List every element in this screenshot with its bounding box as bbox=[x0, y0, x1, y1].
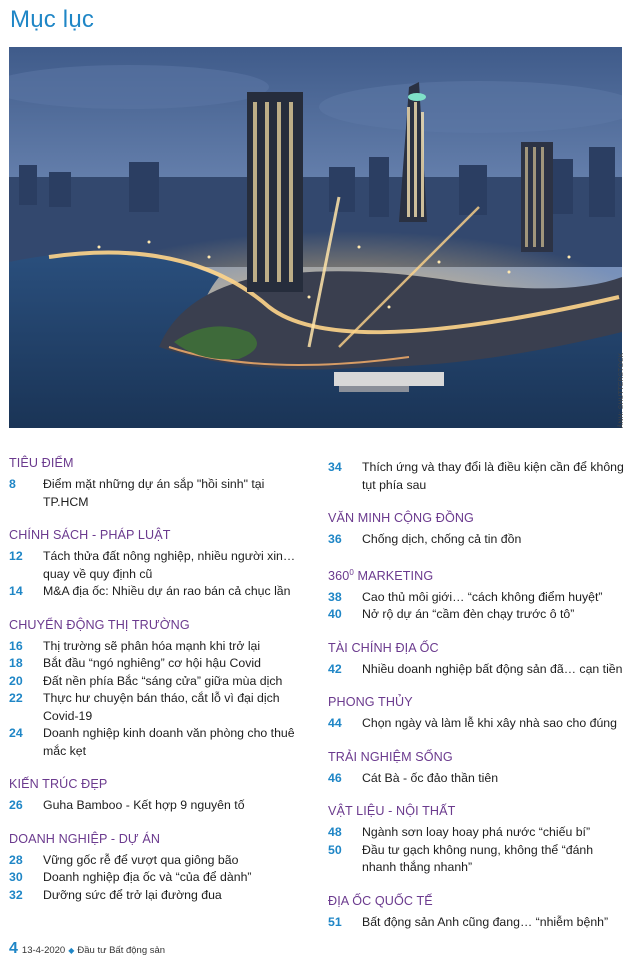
entry-title: Guha Bamboo - Kết hợp 9 nguyên tố bbox=[43, 798, 245, 812]
section-title: TRẢI NGHIỆM SỐNG bbox=[328, 749, 453, 764]
entry-page-number: 28 bbox=[9, 852, 23, 867]
section-title: CHÍNH SÁCH - PHÁP LUẬT bbox=[9, 528, 171, 542]
toc-entry[interactable] bbox=[328, 531, 628, 549]
entry-page-number: 8 bbox=[9, 477, 16, 491]
toc-section bbox=[9, 831, 309, 905]
toc-entry[interactable] bbox=[328, 606, 628, 624]
entry-page-number: 20 bbox=[9, 673, 23, 688]
entry-page-number: 40 bbox=[328, 607, 342, 622]
diamond-separator-icon: ◆ bbox=[68, 946, 75, 955]
toc-section bbox=[328, 640, 628, 679]
toc-entry[interactable] bbox=[9, 725, 309, 760]
entry-page-number: 26 bbox=[9, 798, 23, 812]
entry-page-number: 24 bbox=[9, 726, 23, 740]
entry-page-number: 46 bbox=[328, 770, 342, 785]
toc-entry[interactable] bbox=[328, 459, 628, 494]
entry-page-number: 22 bbox=[9, 691, 23, 705]
entry-page-number: 51 bbox=[328, 914, 342, 929]
toc-left-column bbox=[9, 455, 309, 920]
entry-title: Thị trường sẽ phân hóa mạnh khi trở lại bbox=[43, 638, 261, 653]
toc-entry[interactable] bbox=[9, 673, 309, 691]
page-title: Mục lục bbox=[10, 6, 95, 33]
toc-section bbox=[328, 565, 628, 624]
section-title: TÀI CHÍNH ĐỊA ỐC bbox=[328, 640, 439, 655]
entry-title: Doanh nghiệp kinh doanh văn phòng cho thuê mắc kẹt bbox=[43, 726, 295, 758]
entry-page-number: 18 bbox=[9, 656, 23, 670]
toc-section bbox=[328, 803, 628, 877]
section-title bbox=[328, 565, 628, 584]
entry-title: Dưỡng sức để trở lại đường đua bbox=[43, 887, 222, 902]
section-title-number: 360 bbox=[328, 568, 350, 583]
section-title-superscript: 0 bbox=[349, 567, 354, 577]
entry-page-number: 12 bbox=[9, 549, 23, 563]
toc-section bbox=[9, 527, 309, 601]
entry-page-number: 36 bbox=[328, 532, 342, 546]
entry-title: Cao thủ môi giới… “cách không điểm huyệt” bbox=[362, 589, 603, 604]
section-title: VẬT LIỆU - NỘI THẤT bbox=[328, 804, 456, 819]
photo-credit: ẢNH: SHUTTERSTOCK bbox=[618, 352, 625, 428]
toc-section bbox=[328, 459, 628, 494]
entry-page-number: 32 bbox=[9, 887, 23, 902]
entry-page-number: 34 bbox=[328, 460, 342, 474]
toc-section bbox=[328, 749, 628, 788]
entry-title: Cát Bà - ốc đảo thần tiên bbox=[362, 770, 499, 785]
entry-title: Đất nền phía Bắc “sáng cửa” giữa mùa dịch bbox=[43, 673, 283, 688]
entry-title: M&A địa ốc: Nhiều dự án rao bán cả chục lần bbox=[43, 584, 291, 598]
city-night-photo bbox=[9, 47, 622, 428]
section-title: DOANH NGHIỆP - DỰ ÁN bbox=[9, 831, 161, 846]
entry-title: Chống dịch, chống cả tin đồn bbox=[362, 532, 522, 546]
toc-entry[interactable] bbox=[328, 589, 628, 607]
toc-entry[interactable] bbox=[9, 690, 309, 725]
toc-entry[interactable] bbox=[9, 548, 309, 583]
entry-title: Thích ứng và thay đổi là điều kiện cần để không tụt phía sau bbox=[362, 460, 624, 492]
toc-section bbox=[9, 776, 309, 815]
entry-page-number: 16 bbox=[9, 638, 23, 653]
section-title: CHUYỂN ĐỘNG THỊ TRƯỜNG bbox=[9, 617, 190, 632]
toc-section bbox=[328, 694, 628, 733]
section-title: TIÊU ĐIỂM bbox=[9, 456, 74, 470]
entry-page-number: 14 bbox=[9, 584, 23, 598]
toc-entry[interactable] bbox=[328, 842, 628, 877]
toc-entry[interactable] bbox=[9, 887, 309, 905]
entry-title: Bất động sản Anh cũng đang… “nhiễm bệnh” bbox=[362, 914, 609, 929]
entry-page-number: 42 bbox=[328, 661, 342, 676]
toc-right-column bbox=[328, 459, 628, 947]
entry-title: Thực hư chuyện bán tháo, cắt lỗ vì đại dịch Covid-19 bbox=[43, 691, 280, 723]
entry-title: Bắt đầu “ngó nghiêng” cơ hội hậu Covid bbox=[43, 656, 261, 670]
toc-section bbox=[328, 510, 628, 549]
toc-entry[interactable] bbox=[9, 797, 309, 815]
entry-title: Nhiều doanh nghiệp bất động sản đã… cạn tiền bbox=[362, 661, 623, 676]
section-title: ĐỊA ỐC QUỐC TẾ bbox=[328, 893, 433, 908]
toc-entry[interactable] bbox=[328, 715, 628, 733]
toc-section bbox=[328, 893, 628, 932]
entry-page-number: 50 bbox=[328, 842, 342, 857]
entry-title: Tách thửa đất nông nghiệp, nhiều người xin… quay về quy định cũ bbox=[43, 549, 296, 581]
toc-entry[interactable] bbox=[9, 852, 309, 870]
entry-title: Điểm mặt những dự án sắp "hồi sinh" tại TP.HCM bbox=[43, 477, 265, 509]
entry-page-number: 48 bbox=[328, 825, 342, 840]
section-title-suffix: MARKETING bbox=[353, 568, 434, 583]
section-title: KIẾN TRÚC ĐẸP bbox=[9, 777, 108, 791]
section-title: VĂN MINH CỘNG ĐỒNG bbox=[328, 511, 474, 525]
entry-title: Ngành sơn loay hoay phá nước “chiếu bí” bbox=[362, 825, 591, 840]
footer-date: 13-4-2020 bbox=[21, 945, 66, 956]
footer-page-number: 4 bbox=[9, 940, 18, 957]
entry-title: Vững gốc rễ để vượt qua giông bão bbox=[43, 852, 239, 867]
entry-page-number: 44 bbox=[328, 716, 342, 731]
entry-title: Chọn ngày và làm lễ khi xây nhà sao cho đúng bbox=[362, 716, 617, 731]
page-footer bbox=[9, 940, 165, 958]
toc-entry[interactable] bbox=[9, 638, 309, 656]
toc-entry[interactable] bbox=[328, 914, 628, 932]
toc-section bbox=[9, 455, 309, 511]
toc-entry[interactable] bbox=[9, 476, 309, 511]
toc-entry[interactable] bbox=[9, 583, 309, 601]
toc-entry[interactable] bbox=[328, 770, 628, 788]
entry-page-number: 38 bbox=[328, 589, 342, 604]
entry-title: Đầu tư gạch không nung, không thể “đánh nhanh thắng nhanh” bbox=[362, 842, 594, 875]
toc-entry[interactable] bbox=[9, 655, 309, 673]
toc-section bbox=[9, 617, 309, 761]
entry-page-number: 30 bbox=[9, 870, 23, 884]
toc-entry[interactable] bbox=[328, 661, 628, 679]
toc-entry[interactable] bbox=[328, 824, 628, 842]
toc-entry[interactable] bbox=[9, 869, 309, 887]
section-title: PHONG THỦY bbox=[328, 695, 413, 710]
entry-title: Nở rộ dự án “cầm đèn chạy trước ô tô” bbox=[362, 607, 575, 622]
footer-publication: Đầu tư Bất động sản bbox=[77, 945, 166, 956]
entry-title: Doanh nghiệp địa ốc và “của để dành” bbox=[43, 870, 252, 884]
